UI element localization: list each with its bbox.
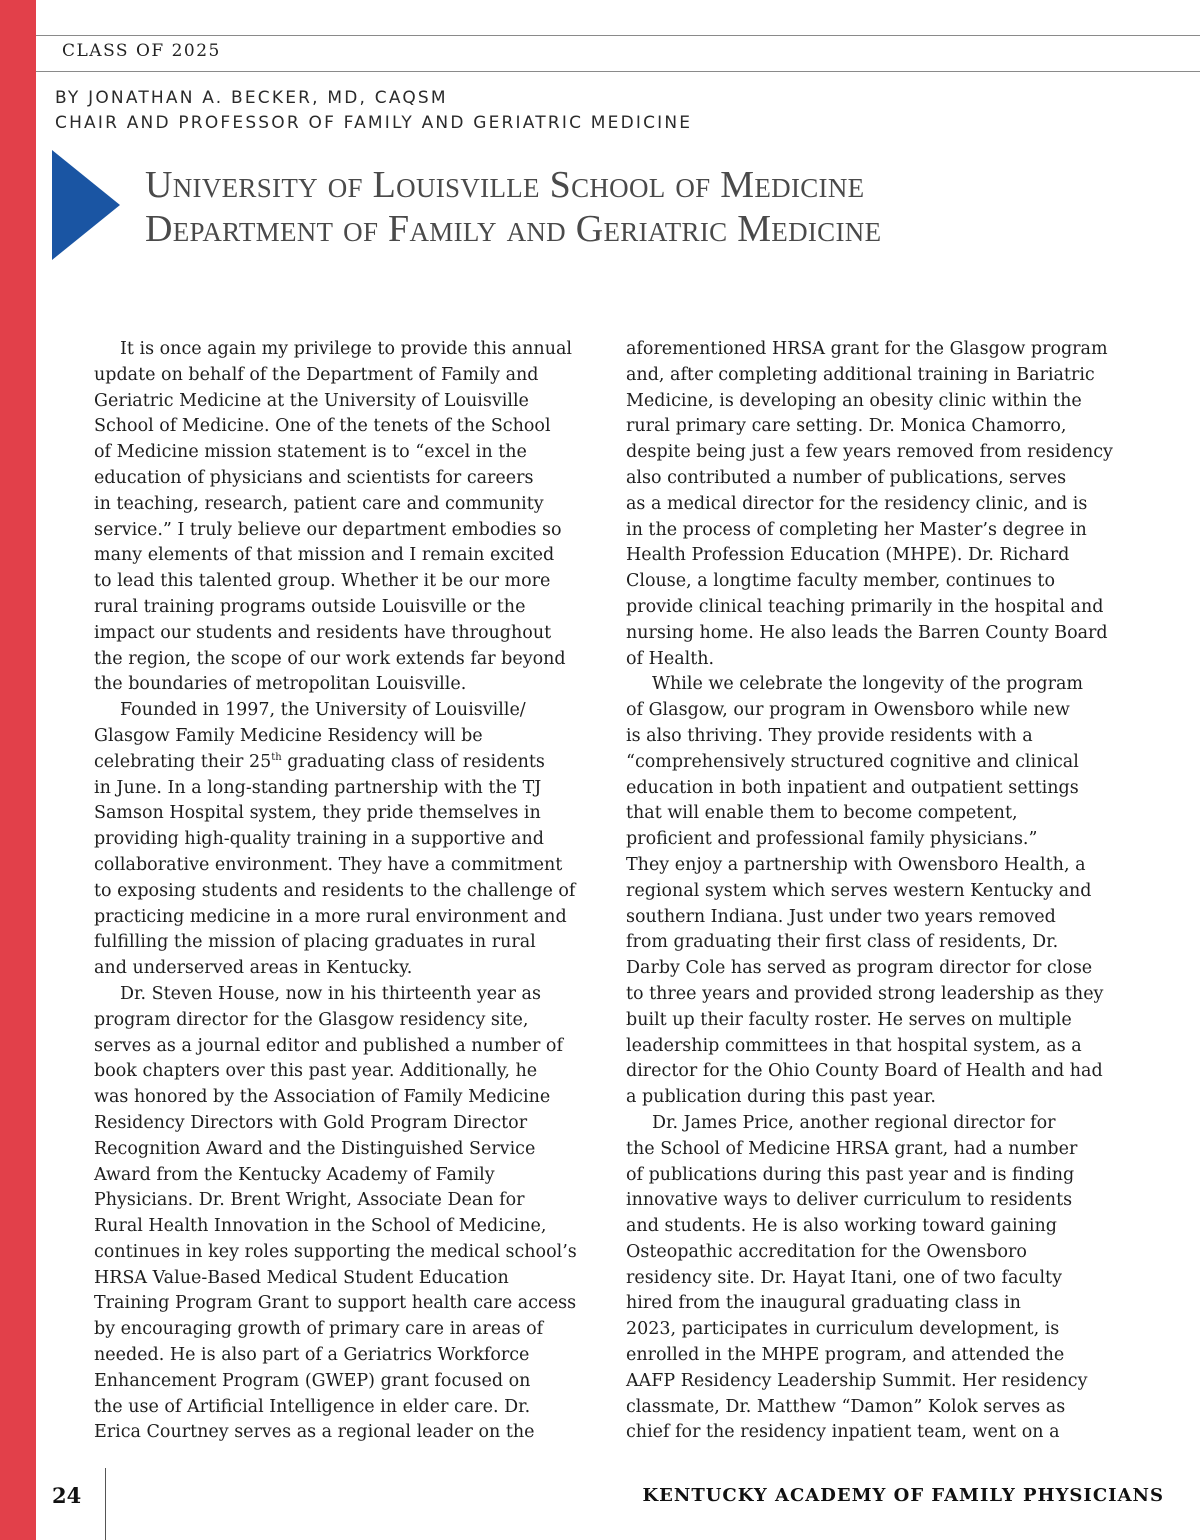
text-line: southern Indiana. Just under two years removed bbox=[626, 906, 1056, 927]
text-line: aforementioned HRSA grant for the Glasgow program bbox=[626, 339, 1108, 359]
text-line: update on behalf of the Department of Family and bbox=[94, 364, 539, 385]
text-line: as a medical director for the residency clinic, and is bbox=[626, 493, 1088, 514]
text-line: of Health. bbox=[626, 648, 715, 669]
text-line: hired from the inaugural graduating class in bbox=[626, 1293, 1021, 1314]
text-line: is also thriving. They provide residents with a bbox=[626, 725, 1033, 746]
text-line: regional system which serves western Kentucky and bbox=[626, 880, 1092, 901]
text-line: the boundaries of metropolitan Louisville. bbox=[94, 674, 467, 695]
text-line: the School of Medicine HRSA grant, had a number bbox=[626, 1138, 1078, 1159]
text-line: a publication during this past year. bbox=[626, 1087, 936, 1108]
publication-name: KENTUCKY ACADEMY OF FAMILY PHYSICIANS bbox=[642, 1485, 1164, 1506]
header-rule-bottom bbox=[36, 71, 1200, 72]
text-line: Medicine, is developing an obesity clinic within the bbox=[626, 390, 1082, 411]
page-title bbox=[145, 163, 881, 251]
text-line: Founded in 1997, the University of Louisville/ bbox=[120, 700, 526, 721]
text-line: to three years and provided strong leadership as they bbox=[626, 983, 1104, 1004]
text-line: 2023, participates in curriculum development, is bbox=[626, 1319, 1060, 1340]
text-line: They enjoy a partnership with Owensboro Health, a bbox=[626, 854, 1086, 875]
header-rule-top bbox=[36, 35, 1200, 36]
text-line: Health Profession Education (MHPE). Dr. Richard bbox=[626, 545, 1070, 566]
text-line: HRSA Value-Based Medical Student Education bbox=[94, 1267, 509, 1288]
text-line: Award from the Kentucky Academy of Family bbox=[94, 1164, 495, 1185]
text-line: education in both inpatient and outpatient settings bbox=[626, 777, 1079, 798]
blue-triangle-icon bbox=[52, 150, 120, 260]
text-line: and underserved areas in Kentucky. bbox=[94, 958, 413, 979]
author-line: BY JONATHAN A. BECKER, MD, CAQSM bbox=[55, 88, 448, 108]
text-line: Dr. Steven House, now in his thirteenth year as bbox=[120, 983, 541, 1004]
text-line: “comprehensively structured cognitive and clinical bbox=[626, 751, 1079, 772]
text-line: was honored by the Association of Family Medicine bbox=[94, 1087, 551, 1108]
text-line: program director for the Glasgow residency site, bbox=[94, 1009, 529, 1030]
text-line: Erica Courtney serves as a regional leader on the bbox=[94, 1422, 535, 1443]
text-line: continues in key roles supporting the medical school’s bbox=[94, 1241, 577, 1262]
text-line: collaborative environment. They have a commitment bbox=[94, 854, 563, 875]
text-line: and students. He is also working toward gaining bbox=[626, 1216, 1057, 1237]
text-line: that will enable them to become competent, bbox=[626, 803, 1018, 824]
red-side-bar bbox=[0, 0, 36, 1540]
text-line: innovative ways to deliver curriculum to residents bbox=[626, 1190, 1073, 1211]
text-line: service.” I truly believe our department embodies so bbox=[94, 519, 562, 540]
text-line: book chapters over this past year. Additionally, he bbox=[94, 1061, 538, 1082]
text-line: provide clinical teaching primarily in the hospital and bbox=[626, 596, 1104, 617]
text-line: in teaching, research, patient care and community bbox=[94, 493, 544, 514]
text-line: fulfilling the mission of placing graduates in rural bbox=[94, 932, 536, 953]
text-line: also contributed a number of publications, serves bbox=[626, 467, 1067, 488]
text-line: celebrating their 25th graduating class of residents bbox=[94, 751, 545, 772]
text-line: built up their faculty roster. He serves on multiple bbox=[626, 1009, 1072, 1030]
text-line: from graduating their first class of residents, Dr. bbox=[626, 932, 1059, 953]
text-line: the region, the scope of our work extends far beyond bbox=[94, 648, 566, 669]
text-line: by encouraging growth of primary care in areas of bbox=[94, 1319, 544, 1340]
text-line: Clouse, a longtime faculty member, continues to bbox=[626, 571, 1055, 592]
title-line-2: Department of Family and Geriatric Medicine bbox=[145, 208, 882, 250]
right-column bbox=[626, 337, 1146, 1446]
text-line: AAFP Residency Leadership Summit. Her residency bbox=[626, 1370, 1088, 1391]
text-line: to lead this talented group. Whether it be our more bbox=[94, 571, 551, 592]
text-line: Geriatric Medicine at the University of Louisville bbox=[94, 390, 529, 411]
text-line: in the process of completing her Master’s degree in bbox=[626, 519, 1087, 540]
text-line: proficient and professional family physicians.” bbox=[626, 829, 1038, 850]
text-line: education of physicians and scientists for careers bbox=[94, 467, 534, 488]
ordinal-superscript: th bbox=[271, 751, 282, 763]
text-line: providing high-quality training in a supportive and bbox=[94, 829, 544, 850]
text-line: many elements of that mission and I remain excited bbox=[94, 545, 555, 566]
text-line: Osteopathic accreditation for the Owensboro bbox=[626, 1241, 1027, 1262]
page-number: 24 bbox=[52, 1483, 82, 1508]
text-line: director for the Ohio County Board of Health and had bbox=[626, 1061, 1103, 1082]
text-line: enrolled in the MHPE program, and attended the bbox=[626, 1345, 1065, 1366]
text-line: and, after completing additional training in Bariatric bbox=[626, 364, 1095, 385]
text-line: to exposing students and residents to the challenge of bbox=[94, 880, 576, 901]
text-line: Darby Cole has served as program director for close bbox=[626, 958, 1093, 979]
class-label: CLASS OF 2025 bbox=[62, 41, 221, 61]
text-line: residency site. Dr. Hayat Itani, one of two faculty bbox=[626, 1267, 1062, 1288]
text-line: classmate, Dr. Matthew “Damon” Kolok serves as bbox=[626, 1396, 1066, 1417]
text-line: nursing home. He also leads the Barren County Board bbox=[626, 622, 1108, 643]
text-line: rural primary care setting. Dr. Monica Chamorro, bbox=[626, 416, 1067, 437]
title-line-1: University of Louisville School of Medicine bbox=[145, 164, 865, 206]
text-line: needed. He is also part of a Geriatrics Workforce bbox=[94, 1345, 530, 1366]
text-line: Rural Health Innovation in the School of Medicine, bbox=[94, 1216, 547, 1237]
text-line: leadership committees in that hospital system, as a bbox=[626, 1035, 1082, 1056]
text-line: School of Medicine. One of the tenets of the School bbox=[94, 416, 551, 437]
text-line: It is once again my privilege to provide this annual bbox=[120, 339, 573, 359]
text-line: Dr. James Price, another regional director for bbox=[652, 1112, 1056, 1133]
text-line: Glasgow Family Medicine Residency will be bbox=[94, 725, 483, 746]
text-line: Training Program Grant to support health care access bbox=[94, 1293, 577, 1314]
text-line: serves as a journal editor and published a number of bbox=[94, 1035, 563, 1056]
text-line: chief for the residency inpatient team, went on a bbox=[626, 1422, 1060, 1443]
text-line: in June. In a long-standing partnership with the TJ bbox=[94, 777, 542, 798]
text-line: practicing medicine in a more rural environment and bbox=[94, 906, 567, 927]
text-line: impact our students and residents have throughout bbox=[94, 622, 552, 643]
text-line: the use of Artificial Intelligence in elder care. Dr. bbox=[94, 1396, 531, 1417]
text-line: Enhancement Program (GWEP) grant focused on bbox=[94, 1370, 531, 1391]
text-line: of Glasgow, our program in Owensboro while new bbox=[626, 700, 1070, 721]
left-column bbox=[94, 337, 614, 1446]
text-line: Recognition Award and the Distinguished Service bbox=[94, 1138, 536, 1159]
text-line: despite being just a few years removed from residency bbox=[626, 442, 1113, 463]
author-title-line: CHAIR AND PROFESSOR OF FAMILY AND GERIATRIC MEDICINE bbox=[55, 113, 693, 133]
text-line: Physicians. Dr. Brent Wright, Associate Dean for bbox=[94, 1190, 525, 1211]
text-line: of Medicine mission statement is to “excel in the bbox=[94, 442, 527, 463]
text-line: While we celebrate the longevity of the program bbox=[652, 674, 1083, 695]
text-line: Residency Directors with Gold Program Director bbox=[94, 1112, 528, 1133]
text-line: Samson Hospital system, they pride themselves in bbox=[94, 803, 541, 824]
footer-divider bbox=[105, 1468, 106, 1540]
byline bbox=[55, 86, 692, 136]
text-line: rural training programs outside Louisville or the bbox=[94, 596, 526, 617]
text-line: of publications during this past year and is finding bbox=[626, 1164, 1075, 1185]
